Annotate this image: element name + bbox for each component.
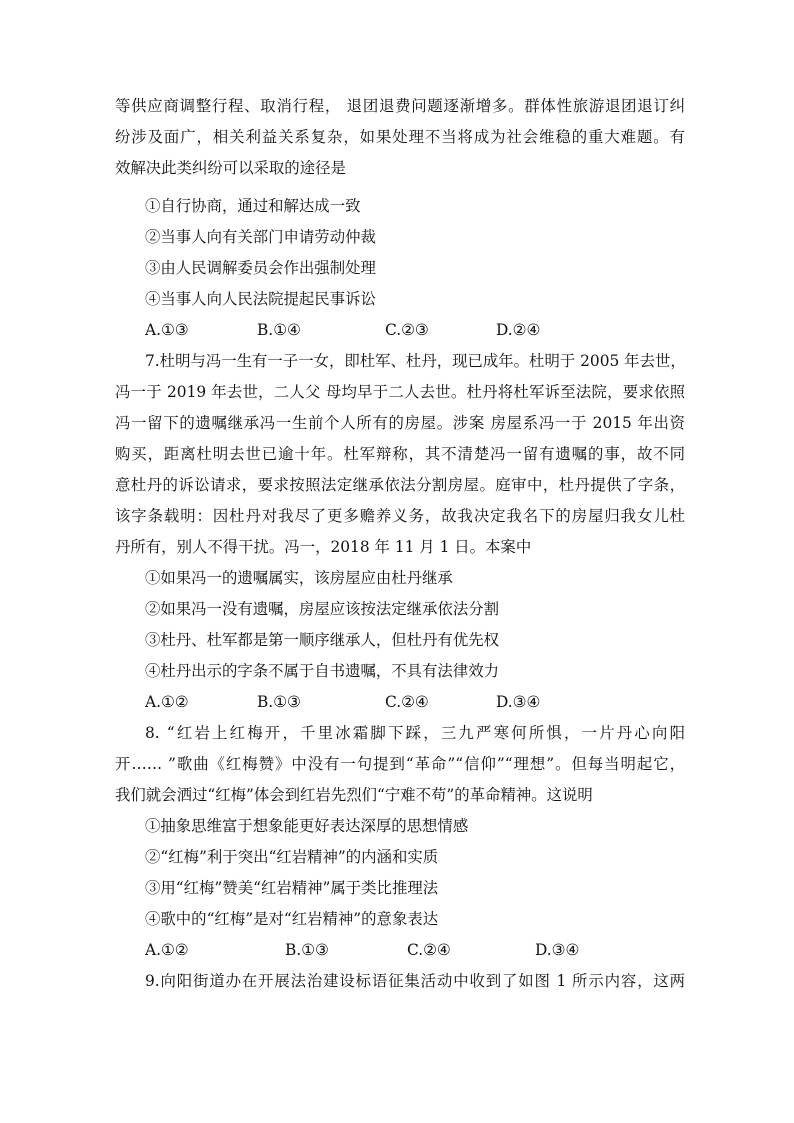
q8-option-1: ①抽象思维富于想象能更好表达深厚的思想情感	[145, 817, 469, 835]
q7-stem-line-3: 冯一留下的遗嘱继承冯一生前个人所有的房屋。涉案 房屋系冯一于 2015 年出资	[115, 414, 685, 432]
q7-option-4: ④杜丹出示的字条不属于自书遗嘱，不具有法律效力	[145, 662, 499, 680]
q8-stem-line-1: 8. “红岩上红梅开，千里冰霜脚下踩，三九严寒何所惧，一片丹心向阳	[145, 724, 685, 742]
q7-choice-a: A.①②	[145, 693, 189, 711]
q9-stem-line-1: 9.向阳街道办在开展法治建设标语征集活动中收到了如图 1 所示内容，这两	[145, 972, 685, 990]
q6-choice-c: C.②③	[385, 321, 429, 339]
q7-stem-line-5: 意杜丹的诉讼请求，要求按照法定继承依法分割房屋。庭审中，杜丹提供了字条，	[115, 476, 685, 494]
q8-choice-d: D.③④	[535, 941, 580, 959]
q8-choice-b: B.①③	[285, 941, 329, 959]
q6-option-3: ③由人民调解委员会作出强制处理	[145, 259, 376, 277]
q7-option-2: ②如果冯一没有遗嘱，房屋应该按法定继承依法分割	[145, 600, 499, 618]
q6-stem-line-2: 纷涉及面广，相关利益关系复杂，如果处理不当将成为社会维稳的重大难题。有	[115, 128, 685, 146]
q6-option-2: ②当事人向有关部门申请劳动仲裁	[145, 228, 376, 246]
q7-stem-line-4: 购买，距离杜明去世已逾十年。杜军辩称，其不清楚冯一留有遗嘱的事，故不同	[115, 445, 685, 463]
q8-choice-a: A.①②	[145, 941, 189, 959]
q8-stem-line-2: 开…… ”歌曲《红梅赞》中没有一句提到“革命”“信仰”“理想”。但每当明起它，	[115, 755, 685, 773]
q6-choice-a: A.①③	[145, 321, 189, 339]
q7-option-1: ①如果冯一的遗嘱属实，该房屋应由杜丹继承	[145, 569, 453, 587]
q6-stem-line-1: 等供应商调整行程、取消行程， 退团退费问题逐渐增多。群体性旅游退团退订纠	[115, 97, 685, 115]
q7-stem-line-2: 冯一于 2019 年去世，二人父 母均早于二人去世。杜丹将杜军诉至法院，要求依照	[115, 383, 685, 401]
q7-stem-line-1: 7.杜明与冯一生有一子一女，即杜军、杜丹，现已成年。杜明于 2005 年去世，	[145, 352, 686, 370]
q7-choice-c: C.②④	[385, 693, 429, 711]
q6-choice-b: B.①④	[257, 321, 301, 339]
q7-choice-b: B.①③	[257, 693, 301, 711]
q7-option-3: ③杜丹、杜军都是第一顺序继承人，但杜丹有优先权	[145, 631, 499, 649]
q8-option-2: ②“红梅”利于突出“红岩精神”的内涵和实质	[145, 848, 439, 866]
q8-option-4: ④歌中的“红梅”是对“红岩精神”的意象表达	[145, 910, 439, 928]
q6-choice-d: D.②④	[496, 321, 541, 339]
q7-choice-d: D.③④	[496, 693, 541, 711]
q8-choice-c: C.②④	[407, 941, 451, 959]
q8-stem-line-3: 我们就会洒过“红梅”体会到红岩先烈们“宁难不苟”的革命精神。这说明	[115, 786, 593, 804]
q8-option-3: ③用“红梅”赞美“红岩精神”属于类比推理法	[145, 879, 439, 897]
q6-option-1: ①自行协商，通过和解达成一致	[145, 197, 361, 215]
q6-stem-line-3: 效解决此类纠纷可以采取的途径是	[115, 159, 346, 177]
q7-stem-line-7: 丹所有，别人不得干扰。冯一，2018 年 11 月 1 日。本案中	[115, 538, 532, 556]
q7-stem-line-6: 该字条载明：因杜丹对我尽了更多赡养义务，故我决定我名下的房屋归我女儿杜	[115, 507, 685, 525]
q6-option-4: ④当事人向人民法院提起民事诉讼	[145, 290, 376, 308]
